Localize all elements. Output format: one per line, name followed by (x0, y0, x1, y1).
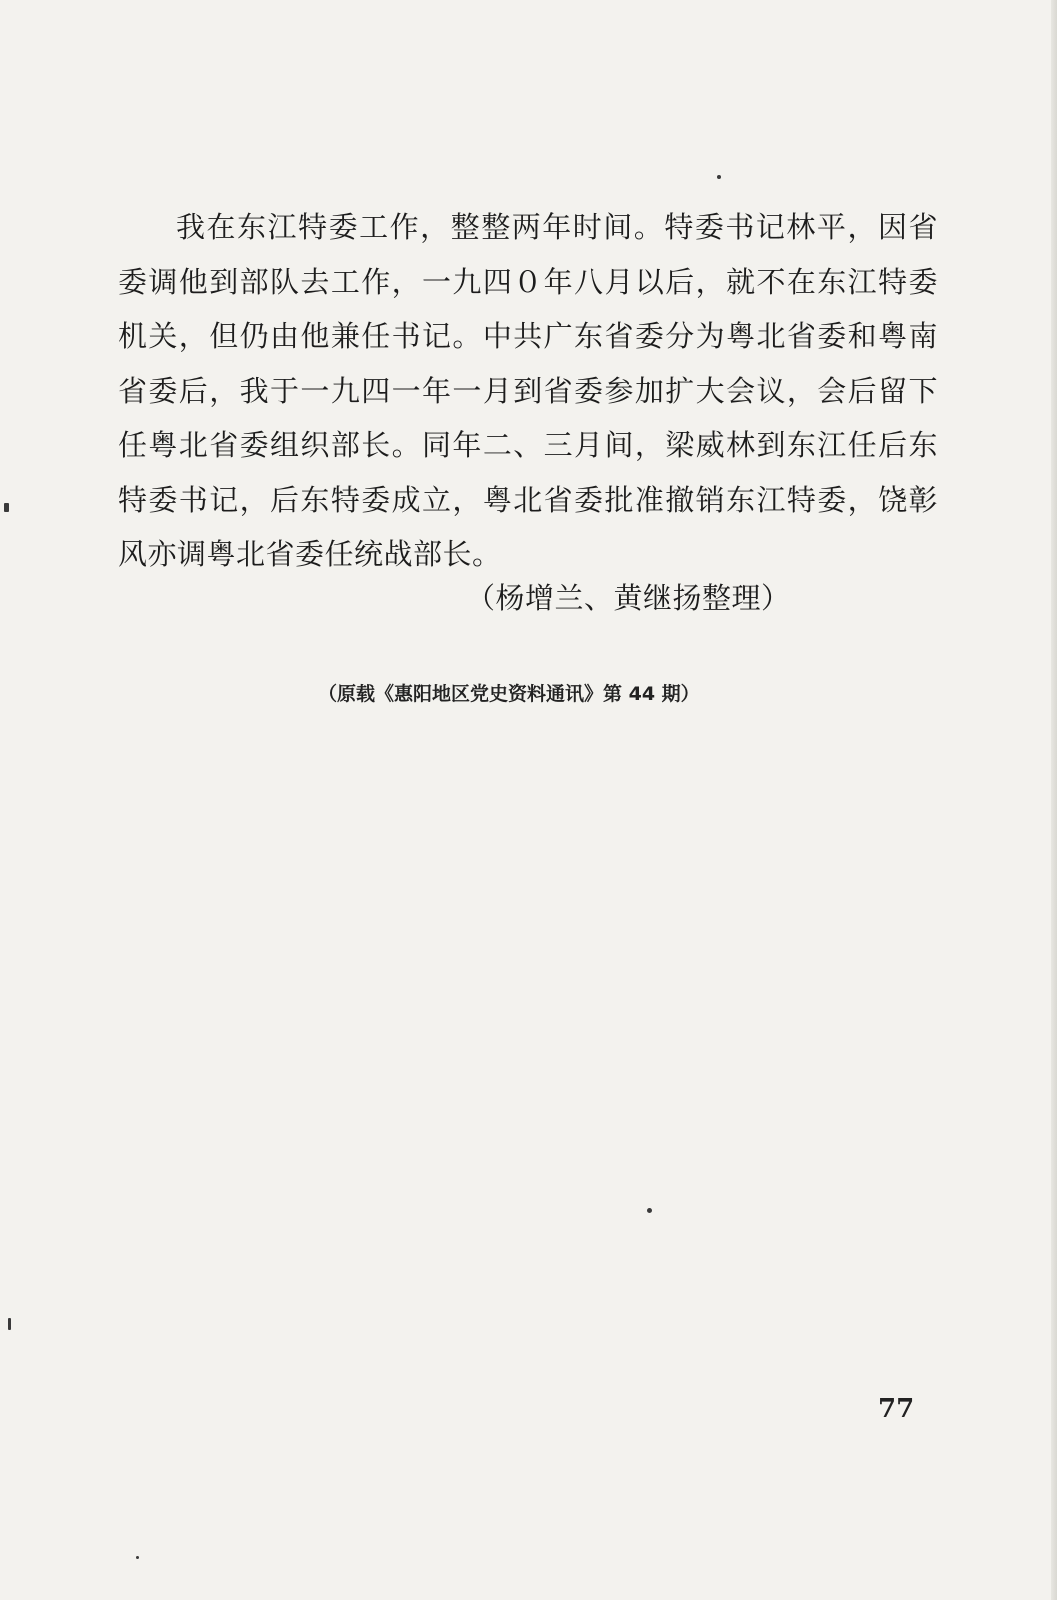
scan-speck (647, 1208, 652, 1213)
scan-speck (136, 1556, 139, 1559)
body-paragraph: 我在东江特委工作，整整两年时间。特委书记林平，因省委调他到部队去工作，一九四０年八月以后，就不在东江特委机关，但仍由他兼任书记。中共广东省委分为粤北省委和粤南省委后，我于一九四一年一月到省委参加扩大会议，会后留下任粤北省委组织部长。同年二、三月间，梁威林到东江任后东特委书记，后东特委成立，粤北省委批准撤销东江特委，饶彰风亦调粤北省委任统战部长。 (118, 210, 938, 571)
scan-speck (717, 175, 721, 179)
scan-speck (4, 503, 9, 512)
scan-speck (8, 1318, 11, 1330)
page-number: 77 (878, 1394, 915, 1424)
scan-edge (1051, 0, 1057, 1600)
editor-credit: （杨增兰、黄继扬整理） (466, 581, 791, 615)
source-note: （原载《惠阳地区党史资料通讯》第 44 期） (318, 683, 700, 705)
